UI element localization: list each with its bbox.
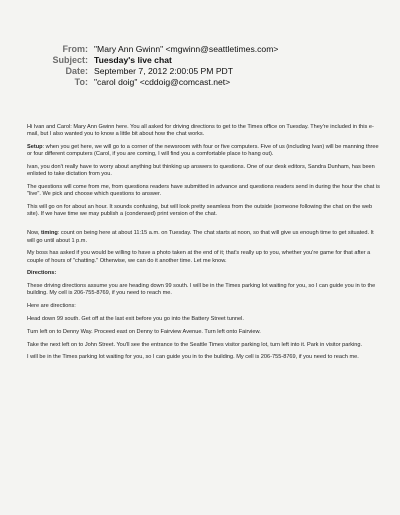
paragraph-questions: The questions will come from me, from questions readers have submitted in advance and questions readers send in during the hour the chat is "live". We pick and choose which questions to answer. bbox=[27, 184, 380, 198]
from-label: From: bbox=[62, 44, 88, 54]
from-row bbox=[0, 44, 400, 55]
setup-text: : when you get here, we will go to a corner of the newsroom with four or five computers. Five of us (including Ivan) will be manning three or four different computers (Carol, if you are coming, I will find you a comfortable place to hang out). bbox=[27, 144, 379, 158]
paragraph-driving: These driving directions assume you are heading down 99 south. I will be in the Times parking lot waiting for you, so I can guide you in to the building. My cell is 206-755-8769, if you need to reach me. bbox=[27, 283, 376, 297]
paragraph-closing: I will be in the Times parking lot waiting for you, so I can guide you in to the building. My cell is 206-755-8769, if you need to reach me. bbox=[27, 354, 359, 361]
paragraph-here-are: Here are directions: bbox=[27, 303, 76, 310]
paragraph-step-2: Turn left on to Denny Way. Proceed east on Denny to Fairview Avenue. Turn left onto Fairview. bbox=[27, 328, 261, 335]
to-label: To: bbox=[74, 77, 88, 87]
to-row bbox=[0, 77, 400, 88]
paragraph-setup bbox=[27, 144, 382, 158]
timing-label: timing bbox=[41, 230, 58, 237]
paragraph-photo: My boss has asked if you would be willing to have a photo taken at the end of it; that's really up to you, whether you're game for that after a couple of hours of "chatting." Otherwise, we can do it another time. Let me know. bbox=[27, 250, 371, 264]
subject-row bbox=[0, 55, 400, 66]
setup-label: Setup bbox=[27, 144, 43, 150]
date-value: September 7, 2012 2:00:05 PM PDT bbox=[94, 66, 234, 76]
paragraph-dictation: Ivan, you don't really have to worry about anything but thinking up answers to questions. One of our desk editors, Sandra Dunham, has been enlisted to take dictation from you. bbox=[27, 164, 375, 178]
paragraph-duration: This will go on for about an hour. It sounds confusing, but will look pretty seamless from the outside (someone following the chat on the web site). If we have time we may publish a (condensed) print version of the chat. bbox=[27, 204, 373, 218]
timing-text: : count on being here at about 11:15 a.m. on Tuesday. The chat starts at noon, so that will give us enough time to get situated. It will go until about 1 p.m. bbox=[27, 230, 374, 244]
subject-label: Subject: bbox=[52, 55, 88, 65]
subject-value: Tuesday's live chat bbox=[94, 55, 172, 65]
date-row bbox=[0, 66, 400, 77]
timing-prefix: Now, bbox=[27, 230, 41, 237]
directions-heading bbox=[27, 270, 382, 277]
email-header bbox=[0, 44, 400, 88]
to-value: "carol doig" <cddoig@comcast.net> bbox=[94, 77, 231, 87]
paragraph-timing bbox=[27, 230, 382, 244]
email-body bbox=[27, 124, 382, 367]
directions-heading-text: Directions: bbox=[27, 270, 57, 277]
date-label: Date: bbox=[65, 66, 88, 76]
paragraph-greeting: Hi Ivan and Carol: Mary Ann Gwinn here. You all asked for driving directions to get to the Times office on Tuesday. They're included in this e-mail, but I also wanted you to know a little bit about how the chat works. bbox=[27, 124, 374, 138]
paragraph-step-1: Head down 99 south. Get off at the last exit before you go into the Battery Street tunnel. bbox=[27, 316, 244, 322]
from-value: "Mary Ann Gwinn" <mgwinn@seattletimes.com> bbox=[94, 44, 279, 54]
paragraph-step-3: Take the next left on to John Street. You'll see the entrance to the Seattle Times visitor parking lot, turn left into it. Park in visitor parking. bbox=[27, 341, 363, 348]
